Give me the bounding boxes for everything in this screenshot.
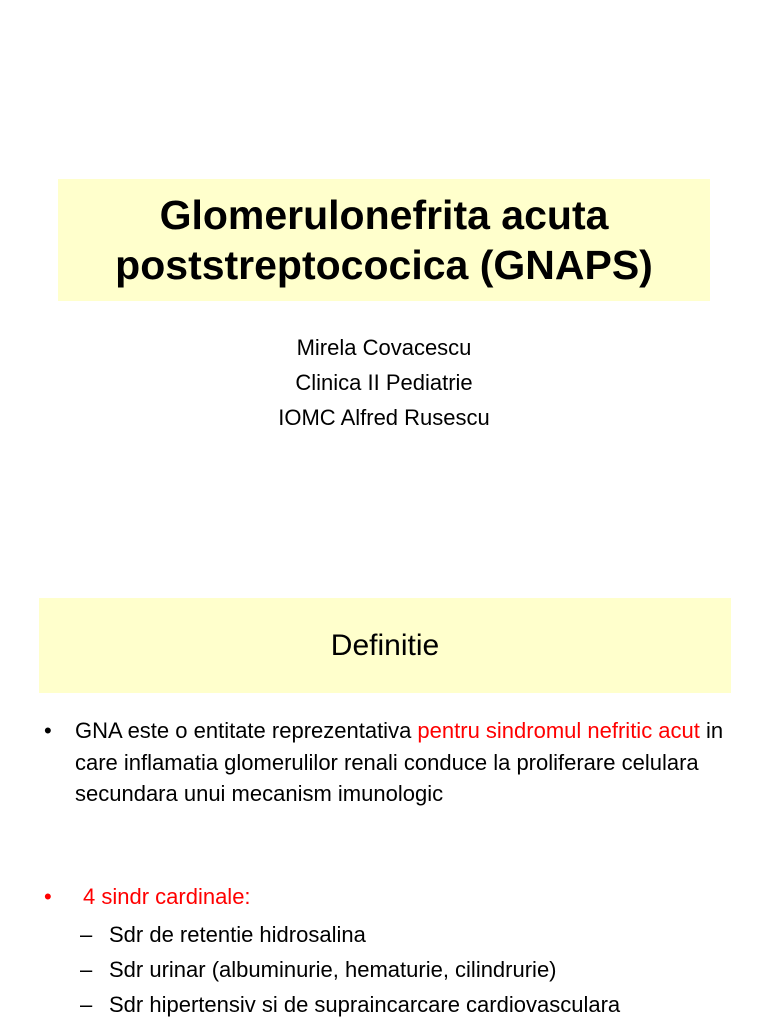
title-box [58, 179, 710, 301]
list-item [80, 917, 620, 952]
list-item-text: Sdr de retentie hidrosalina [109, 922, 366, 947]
dash-icon: – [80, 922, 93, 947]
slide-title-line-2: poststreptococica (GNAPS) [115, 242, 653, 288]
definition-highlight: pentru sindromul nefritic acut [417, 718, 700, 743]
list-item [80, 952, 620, 987]
cardinal-syndromes-label: 4 sindr cardinale: [83, 884, 251, 909]
definition-slide [0, 560, 768, 1024]
dash-icon: – [80, 957, 93, 982]
definition-text-part2: in care inflamatia glomerulilor renali conduce la proliferare celulara secundara unui mecanism imunologic [75, 718, 724, 806]
dash-icon: – [80, 992, 93, 1017]
bullet-icon: • [44, 884, 52, 909]
author-institute: IOMC Alfred Rusescu [278, 405, 490, 430]
definition-text [75, 715, 735, 810]
author-info [0, 330, 768, 435]
cardinal-syndromes-list [80, 917, 620, 1022]
slide-title-line-1: Glomerulonefrita acuta [159, 192, 609, 238]
list-item [80, 987, 620, 1022]
author-clinic: Clinica II Pediatrie [295, 370, 473, 395]
definition-text-part1: GNA este o entitate reprezentativa [75, 718, 418, 743]
section-heading: Definitie [39, 598, 731, 693]
list-item-text: Sdr hipertensiv si de supraincarcare cardiovasculara [109, 992, 621, 1017]
bullet-icon: • [44, 718, 52, 743]
list-item-text: Sdr urinar (albuminurie, hematurie, cilindrurie) [109, 957, 557, 982]
author-name: Mirela Covacescu [296, 335, 472, 360]
